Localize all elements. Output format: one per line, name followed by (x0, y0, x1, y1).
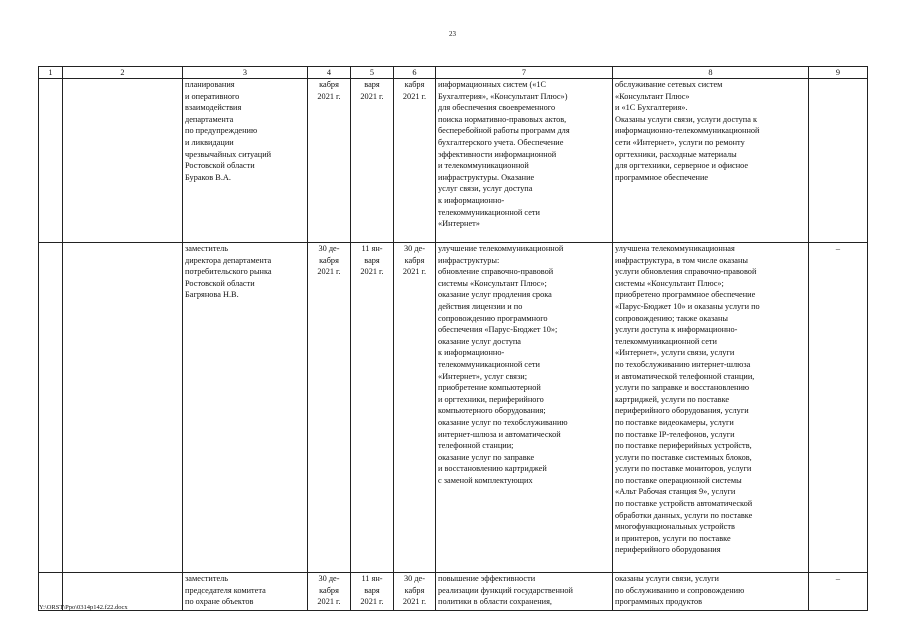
text-line: варя (364, 255, 380, 265)
text-line: картриджей, услуги по поставке (615, 394, 730, 404)
text-line: председателя комитета (185, 585, 266, 595)
text-line: по поставке устройств автоматической (615, 499, 753, 509)
text-line: директора департамента (185, 255, 272, 265)
text-line: кабря (319, 80, 339, 89)
column-number: 1 (39, 67, 63, 79)
text-line: «Парус-Бюджет 10» и оказаны услуги по (615, 301, 760, 311)
text-line: эффективности информационной (438, 149, 557, 159)
column-number: 7 (436, 67, 613, 79)
text-line: 11 ян- (361, 244, 383, 253)
text-line: и оперативного (185, 91, 240, 101)
text-line: по техобслуживанию интернет-шлюза (615, 359, 751, 369)
text-line: варя (364, 80, 380, 89)
text-line: по обслуживанию и сопровождению (615, 585, 745, 595)
file-path: Y:\ORST\Ppo\0314p142.f22.docx (39, 604, 128, 611)
text-line: поиска нормативно-правовых актов, (438, 114, 567, 124)
text-line: оказание услуг доступа (438, 336, 521, 346)
text-line: оргтехники, расходные материалы (615, 149, 737, 159)
text-line: 2021 г. (317, 91, 341, 101)
text-line: планирования (185, 80, 235, 89)
text-line: Ростовской области (185, 278, 255, 288)
text-line: телекоммуникационной сети (615, 336, 717, 346)
text-line: реализации функций государственной (438, 585, 573, 595)
text-line: Багрянова Н.В. (185, 290, 239, 300)
text-line: сети «Интернет», услуги по ремонту (615, 137, 745, 147)
text-line: инфраструктуры. Оказание (438, 172, 535, 182)
start-date-cell (308, 243, 351, 573)
note-cell (809, 79, 868, 243)
text-line: 2021 г. (402, 597, 427, 607)
text-line: услуги по поставке системных блоков, (615, 452, 752, 462)
text-line: 30 де- (403, 244, 426, 253)
text-line: периферийного оборудования (615, 545, 721, 555)
text-line: по поставке операционной системы (615, 475, 742, 485)
text-line: интернет-шлюза и автоматической (438, 429, 561, 439)
text-line: по поставке видеокамеры, услуги (615, 417, 734, 427)
text-line: заместитель (185, 244, 229, 253)
text-line: улучшение телекоммуникационной (438, 244, 564, 253)
text-line: информационных систем («1С (438, 80, 547, 89)
note-cell: – (809, 243, 868, 573)
text-line: услуги доступа к информационно- (615, 325, 738, 335)
column-number: 2 (63, 67, 183, 79)
column-number-row (39, 67, 868, 79)
text-line: к информационно- (438, 195, 505, 205)
text-line: 30 де- (403, 574, 426, 583)
text-line: телекоммуникационной сети (438, 207, 540, 217)
text-line: и «1С Бухгалтерия». (615, 103, 688, 113)
column-number: 9 (809, 67, 868, 79)
text-line: по предупреждению (185, 126, 258, 136)
text-line: системы «Консультант Плюс»; (615, 278, 724, 288)
text-line: компьютерного оборудования; (438, 406, 546, 416)
text-line: политики в области сохранения, (438, 597, 552, 607)
text-line: по поставке периферийных устройств, (615, 441, 752, 451)
text-line: и ликвидации (185, 137, 234, 147)
text-line: инфраструктура, в том числе оказаны (615, 255, 748, 265)
column-number: 3 (183, 67, 308, 79)
result-cell (613, 573, 809, 611)
text-line: сопровождению программного (438, 313, 548, 323)
text-line: 2021 г. (402, 267, 427, 277)
text-line: и автоматической телефонной станции, (615, 371, 755, 381)
index-cell (39, 79, 63, 243)
text-line: «Интернет», услуг связи; (438, 371, 528, 381)
text-line: оказание услуг продления срока (438, 290, 552, 300)
text-line: повышение эффективности (438, 574, 536, 583)
end-date-cell (394, 573, 436, 611)
text-line: 2021 г. (360, 91, 384, 101)
result-cell (613, 79, 809, 243)
planned-event-cell (436, 243, 613, 573)
text-line: чрезвычайных ситуаций (185, 149, 272, 159)
text-line: Оказаны услуги связи, услуги доступа к (615, 114, 758, 124)
text-line: 2021 г. (360, 597, 384, 607)
text-line: и принтеров, услуги по поставке (615, 533, 731, 543)
start-date-cell (308, 79, 351, 243)
table-row (39, 243, 868, 573)
text-line: оказание услуг по техобслуживанию (438, 417, 568, 427)
text-line: 11 ян- (361, 574, 383, 583)
text-line: обеспечения «Парус-Бюджет 10»; (438, 325, 558, 335)
text-line: Бухгалтерия», «Консультант Плюс») (438, 91, 568, 101)
text-line: приобретение компьютерной (438, 383, 541, 393)
event-name-cell (63, 79, 183, 243)
column-number: 8 (613, 67, 809, 79)
text-line: услуги обновления справочно-правовой (615, 267, 757, 277)
planned-event-cell (436, 573, 613, 611)
text-line: и телекоммуникационной (438, 161, 529, 171)
text-line: улучшена телекоммуникационная (615, 244, 735, 253)
text-line: с заменой комплектующих (438, 475, 533, 485)
column-number: 6 (394, 67, 436, 79)
start-date-cell (308, 573, 351, 611)
text-line: для обеспечения своевременного (438, 103, 556, 113)
text-line: обновление справочно-правовой (438, 267, 554, 277)
text-line: программных продуктов (615, 597, 703, 607)
planned-event-cell (436, 79, 613, 243)
text-line: услуги по заправке и восстановлению (615, 383, 750, 393)
text-line: 2021 г. (317, 597, 341, 607)
text-line: услуг связи, услуг доступа (438, 184, 533, 194)
text-line: Бураков В.А. (185, 172, 231, 182)
text-line: 30 де- (318, 244, 340, 253)
text-line: кабря (404, 585, 425, 595)
text-line: варя (364, 585, 380, 595)
text-line: бесперебойной работы программ для (438, 126, 570, 136)
text-line: периферийного оборудования, услуги (615, 406, 749, 416)
end-date-cell (394, 243, 436, 573)
text-line: приобретено программное обеспечение (615, 290, 756, 300)
text-line: инфраструктуры: (438, 255, 500, 265)
text-line: обработки данных, услуги по поставке (615, 510, 753, 520)
text-line: 2021 г. (402, 91, 427, 101)
text-line: «Интернет», услуги связи, услуги (615, 348, 735, 358)
text-line: для оргтехники, серверное и офисное (615, 161, 749, 171)
text-line: 30 де- (318, 574, 340, 583)
text-line: телефонной станции; (438, 441, 514, 451)
text-line: заместитель (185, 574, 229, 583)
index-cell (39, 243, 63, 573)
responsible-person-cell (183, 573, 308, 611)
document-table (38, 66, 868, 611)
text-line: кабря (404, 80, 425, 89)
plan-date-cell (351, 243, 394, 573)
text-line: 2021 г. (360, 267, 384, 277)
text-line: бухгалтерского учета. Обеспечение (438, 137, 564, 147)
text-line: и оргтехники, периферийного (438, 394, 544, 404)
text-line: кабря (319, 585, 339, 595)
text-line: сопровождению; также оказаны (615, 313, 728, 323)
responsible-person-cell (183, 79, 308, 243)
column-number: 5 (351, 67, 394, 79)
text-line: департамента (185, 114, 234, 124)
table-row (39, 573, 868, 611)
text-line: и восстановлению картриджей (438, 464, 547, 474)
text-line: оказаны услуги связи, услуги (615, 574, 719, 583)
text-line: действия лицензии и по (438, 301, 523, 311)
text-line: потребительского рынка (185, 267, 272, 277)
note-cell: – (809, 573, 868, 611)
column-number: 4 (308, 67, 351, 79)
table-row (39, 79, 868, 243)
text-line: «Интернет» (438, 219, 480, 229)
text-line: системы «Консультант Плюс»; (438, 278, 547, 288)
result-cell (613, 243, 809, 573)
text-line: обслуживание сетевых систем (615, 80, 723, 89)
text-line: по поставке IP-телефонов, услуги (615, 429, 735, 439)
text-line: «Альт Рабочая станция 9», услуги (615, 487, 736, 497)
text-line: телекоммуникационной сети (438, 359, 540, 369)
page-number: 23 (449, 30, 456, 38)
text-line: взаимодействия (185, 103, 242, 113)
text-line: кабря (404, 255, 425, 265)
text-line: программное обеспечение (615, 172, 709, 182)
text-line: Ростовской области (185, 161, 255, 171)
text-line: информационно-телекоммуникационной (615, 126, 760, 136)
text-line: по охране объектов (185, 597, 254, 607)
text-line: 2021 г. (317, 267, 341, 277)
text-line: «Консультант Плюс» (615, 91, 690, 101)
end-date-cell (394, 79, 436, 243)
text-line: к информационно- (438, 348, 505, 358)
event-name-cell (63, 243, 183, 573)
plan-date-cell (351, 79, 394, 243)
plan-date-cell (351, 573, 394, 611)
responsible-person-cell (183, 243, 308, 573)
text-line: оказание услуг по заправке (438, 452, 535, 462)
text-line: кабря (319, 255, 339, 265)
text-line: услуги по поставке мониторов, услуги (615, 464, 752, 474)
text-line: многофункциональных устройств (615, 522, 735, 532)
